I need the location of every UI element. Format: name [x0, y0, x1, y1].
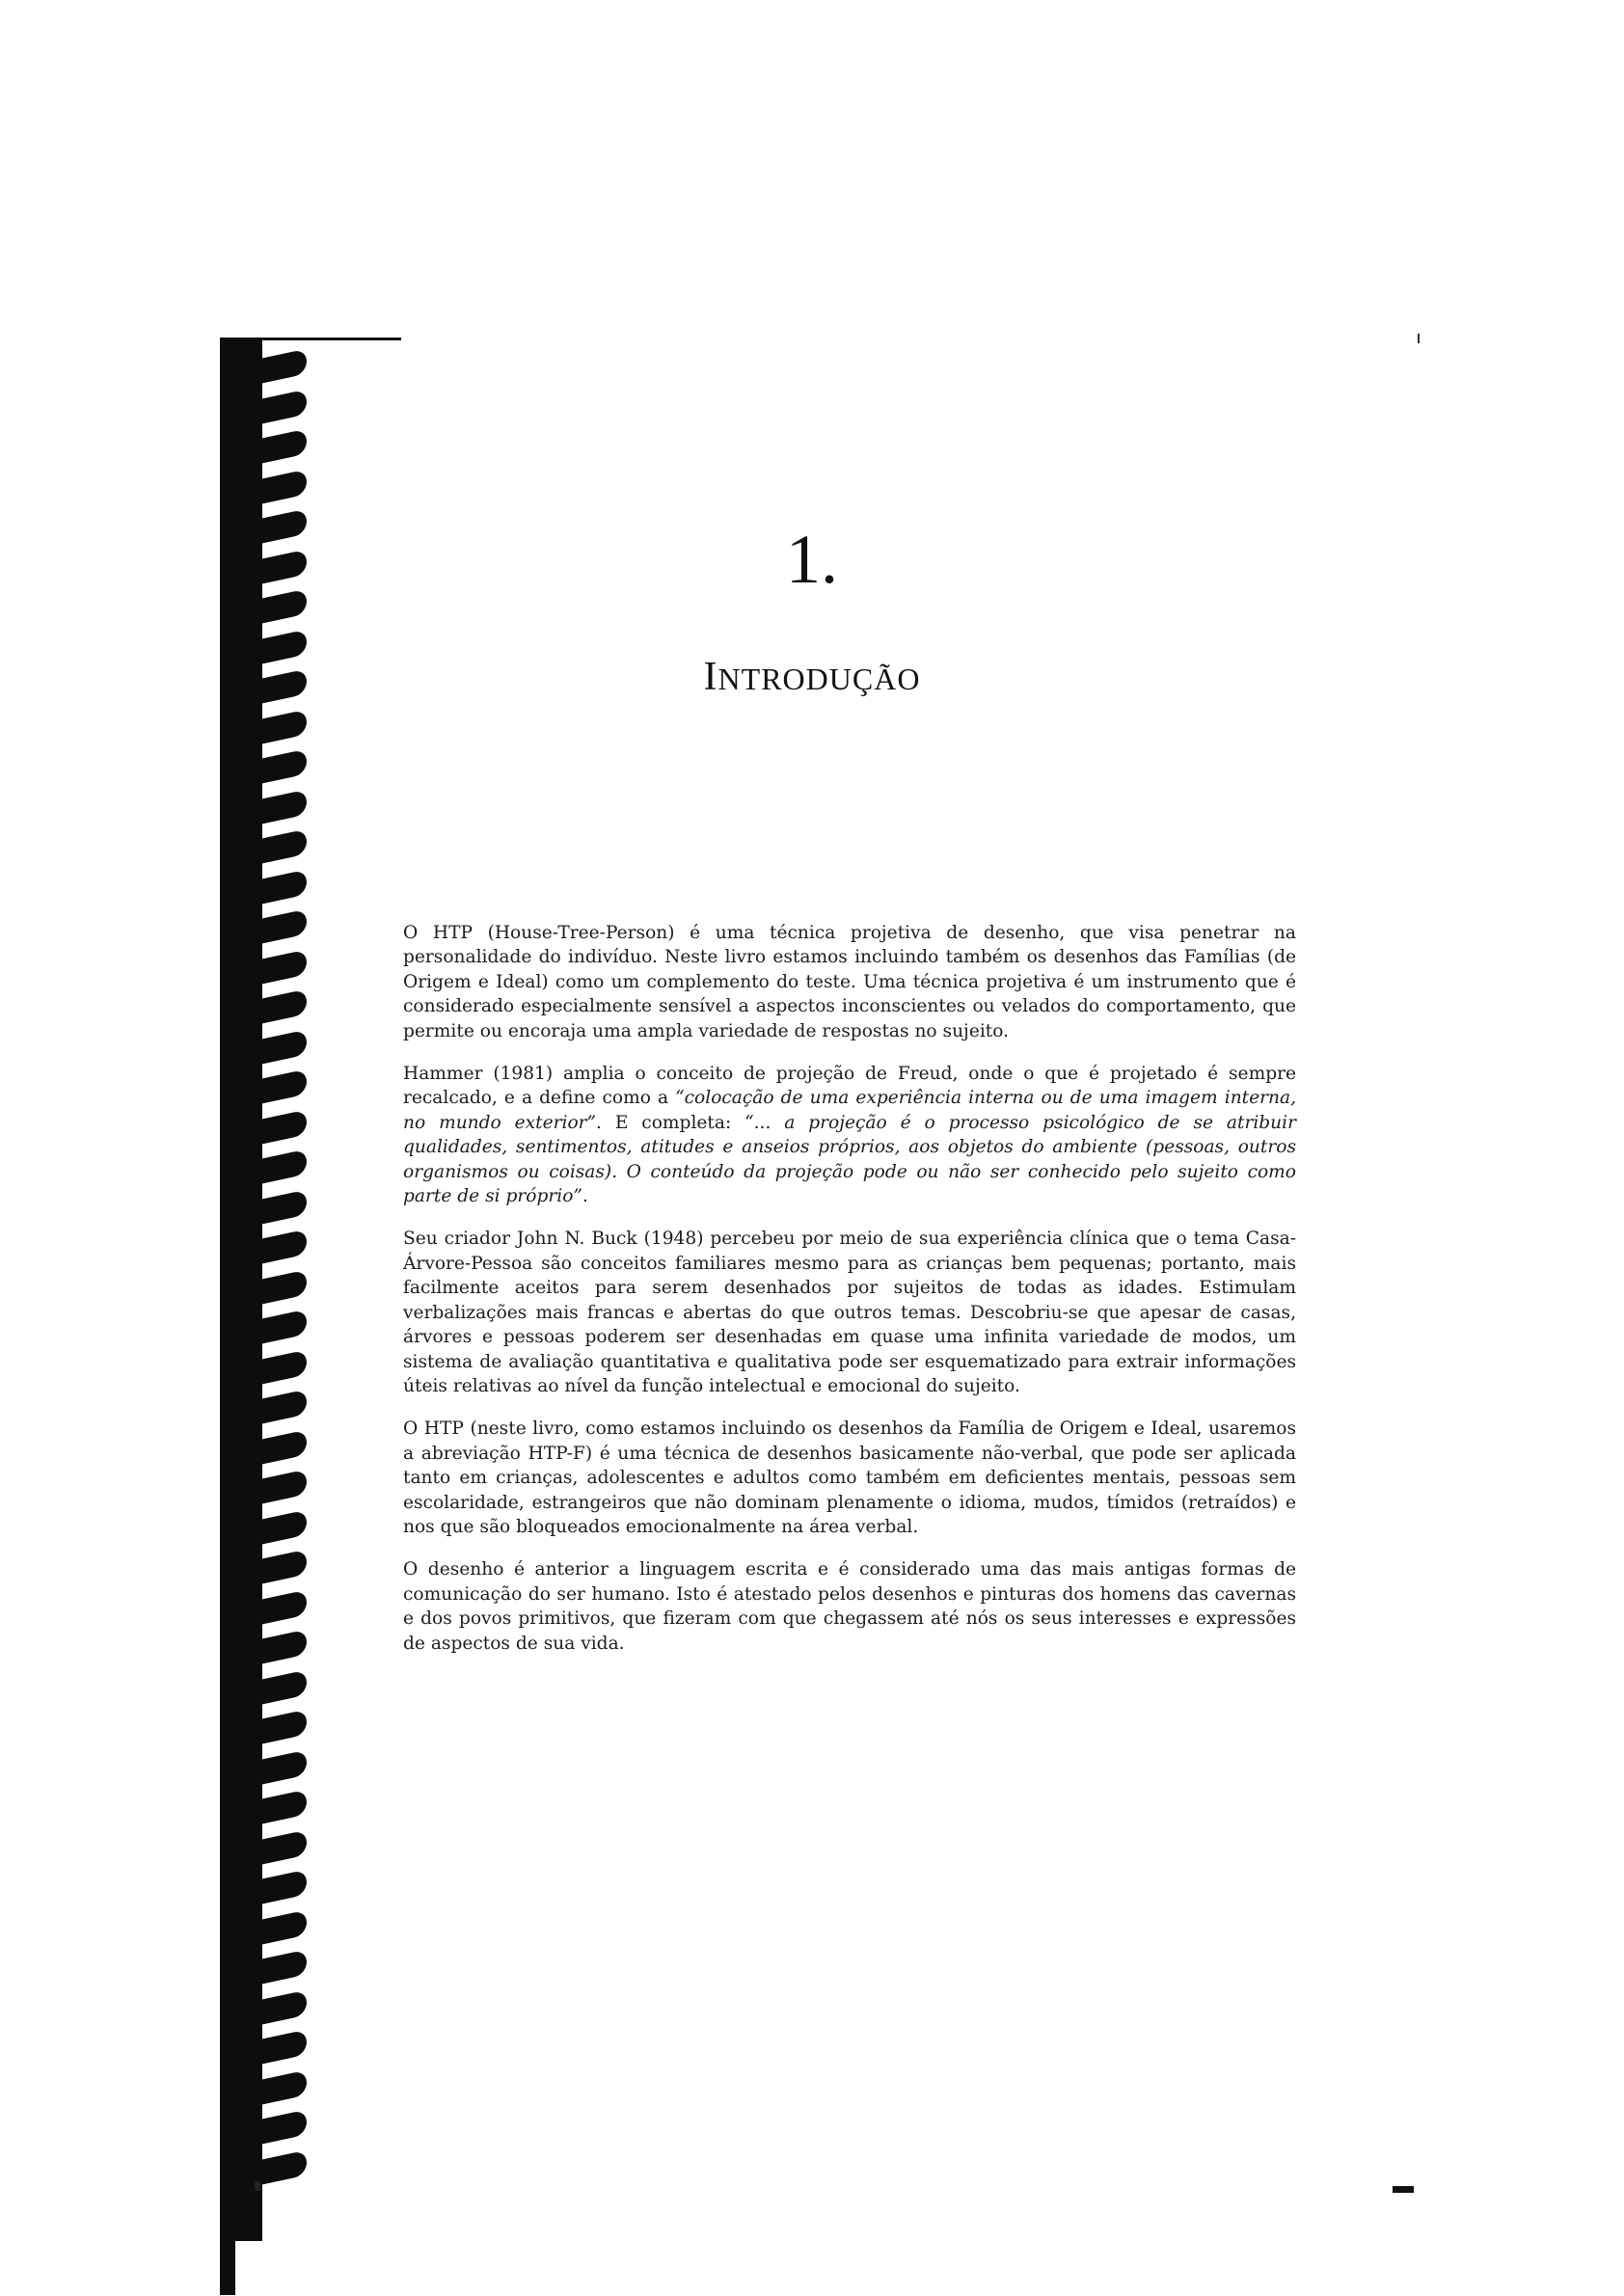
- paragraph-3: Seu criador John N. Buck (1948) percebeu por meio de sua experiência clínica que o tema Casa-Árvore-Pessoa são conceitos familiares mesmo para as crianças bem pequenas; portanto, mais facilmente aceitos para serem desenhados por sujeitos de todas as idades. Estimulam verbalizações mais francas e abertas do que outros temas. Descobriu-se que apesar de casas, árvores e pessoas poderem ser desenhadas em quase uma infinita variedade de modos, um sistema de avaliação quantitativa e qualitativa pode ser esquematizado para extrair informações úteis relativas ao nível da função intelectual e emocional do sujeito.: [403, 1229, 1296, 1396]
- chapter-title: [0, 652, 1624, 704]
- paragraph-5: O desenho é anterior a linguagem escrita e é considerado uma das mais antigas formas de comunicação do ser humano. Isto é atestado pelos desenhos e pinturas dos homens das cavernas e dos povos primitivos, que fizeram com que chegassem até nós os seus interesses e expressões de aspectos de sua vida.: [403, 1559, 1296, 1654]
- scan-mark: [1418, 334, 1420, 343]
- chapter-body: [403, 921, 1296, 1674]
- paragraph-2-part-2: . E completa:: [596, 1112, 745, 1133]
- chapter-title-initial: I: [703, 655, 718, 699]
- paragraph-2-quote-1: “colocação de uma experiência interna ou de uma imagem interna, no mundo exterior”: [403, 1088, 1297, 1133]
- chapter-title-rest: NTRODUÇÃO: [717, 662, 921, 696]
- binding-mark: [255, 2181, 260, 2191]
- corner-mark: [1393, 2186, 1414, 2193]
- binding-foot: [220, 2218, 235, 2295]
- paragraph-4: O HTP (neste livro, como estamos incluindo os desenhos da Família de Origem e Ideal, usaremos a abreviação HTP-F) é uma técnica de desenhos basicamente não-verbal, que pode ser aplicada tanto em crianças, adolescentes e adultos como também em deficientes mentais, pessoas sem escolaridade, estrangeiros que não dominam plenamente o idioma, mudos, tímidos (retraídos) e nos que são bloqueados emocionalmente na área verbal.: [403, 1418, 1296, 1537]
- paragraph-1: O HTP (House-Tree-Person) é uma técnica projetiva de desenho, que visa penetrar na personalidade do indivíduo. Neste livro estamos incluindo também os desenhos das Famílias (de Origem e Ideal) como um complemento do teste. Uma técnica projetiva é um instrumento que é considerado especialmente sensível a aspectos inconscientes ou velados do comportamento, que permite ou encoraja uma ampla variedade de respostas no sujeito.: [403, 923, 1296, 1041]
- paragraph-2-quote-2: “... a projeção é o processo psicológico de se atribuir qualidades, sentimentos, atitudes e anseios próprios, aos objetos do ambiente (pessoas, outros organismos ou coisas). O conteúdo da projeção pode ou não ser conhecido pelo sujeito como parte de si próprio”: [403, 1112, 1296, 1207]
- paragraph-2: [403, 1062, 1296, 1208]
- paragraph-2-part-1: Hammer (1981) amplia o conceito de projeção de Freud, onde o que é projetado é sempre recalcado, e a define como a: [403, 1064, 1296, 1109]
- chapter-number: 1.: [786, 521, 838, 598]
- paragraph-2-part-3: .: [582, 1186, 588, 1207]
